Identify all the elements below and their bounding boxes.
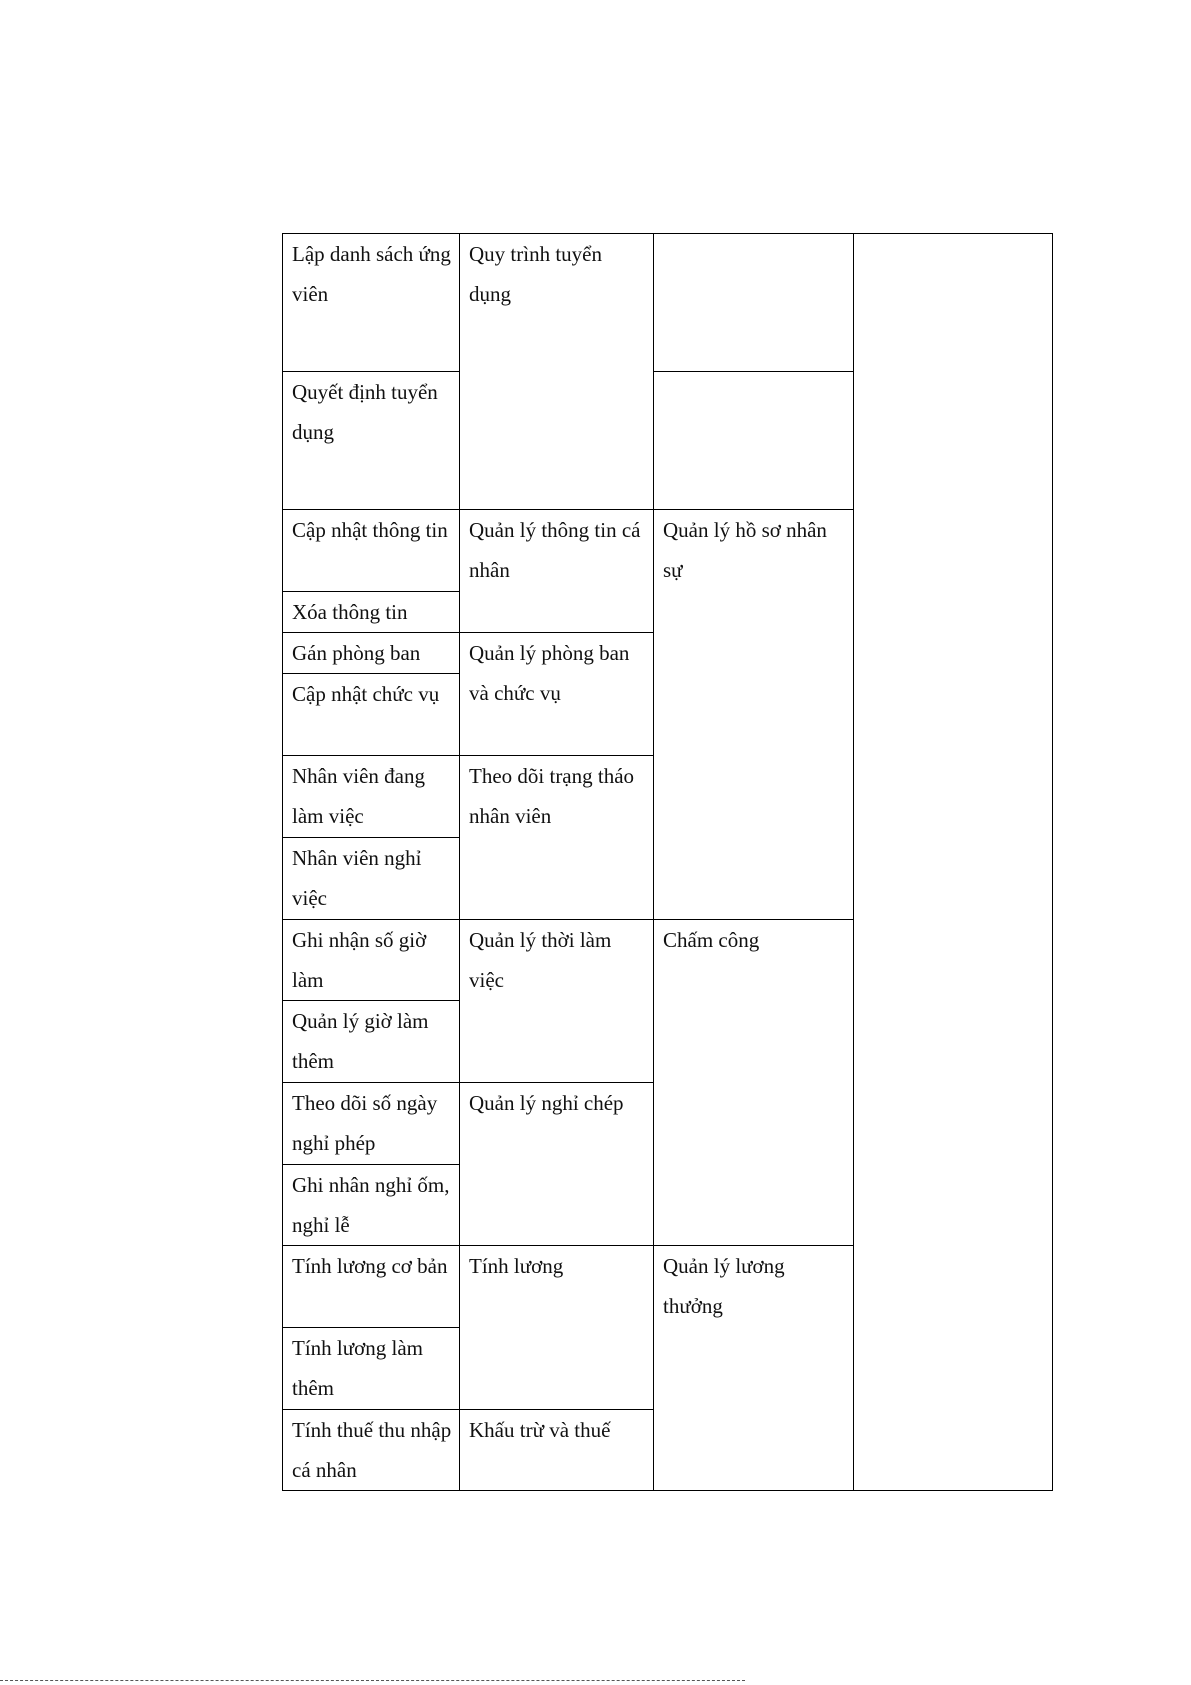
table-cell-empty (854, 234, 1053, 1491)
table-cell: Quản lý thông tin cá nhân (460, 510, 654, 633)
table-cell: Xóa thông tin (283, 592, 460, 633)
table-cell: Cập nhật thông tin (283, 510, 460, 592)
table-cell: Ghi nhận số giờ làm (283, 920, 460, 1001)
table-cell: Gán phòng ban (283, 633, 460, 674)
table-cell: Tính lương làm thêm (283, 1328, 460, 1410)
table-cell: Nhân viên đang làm việc (283, 756, 460, 838)
table-cell: Nhân viên nghỉ việc (283, 838, 460, 920)
table-cell: Quản lý giờ làm thêm (283, 1001, 460, 1083)
table-cell: Cập nhật chức vụ (283, 674, 460, 756)
table-cell: Tính lương cơ bản (283, 1246, 460, 1328)
table-cell: Ghi nhân nghỉ ốm, nghỉ lễ (283, 1165, 460, 1246)
table-row (283, 234, 1053, 372)
footer-divider (0, 1680, 745, 1681)
table-cell: Quản lý lương thưởng (654, 1246, 854, 1491)
table-cell: Theo dõi số ngày nghỉ phép (283, 1083, 460, 1165)
table-cell: Quản lý hồ sơ nhân sự (654, 510, 854, 920)
table-cell: Quản lý thời làm việc (460, 920, 654, 1083)
function-breakdown-table (282, 233, 1053, 1491)
table-cell: Tính thuế thu nhập cá nhân (283, 1410, 460, 1491)
table-cell-empty (654, 372, 854, 510)
table-cell: Theo dõi trạng tháo nhân viên (460, 756, 654, 920)
table-cell: Lập danh sách ứng viên (283, 234, 460, 372)
table-cell: Quản lý phòng ban và chức vụ (460, 633, 654, 756)
table-cell: Quyết định tuyển dụng (283, 372, 460, 510)
table-cell: Tính lương (460, 1246, 654, 1410)
table-cell: Quản lý nghỉ chép (460, 1083, 654, 1246)
table-cell: Quy trình tuyển dụng (460, 234, 654, 510)
table-cell: Khấu trừ và thuế (460, 1410, 654, 1491)
table-cell: Chấm công (654, 920, 854, 1246)
table-cell-empty (654, 234, 854, 372)
